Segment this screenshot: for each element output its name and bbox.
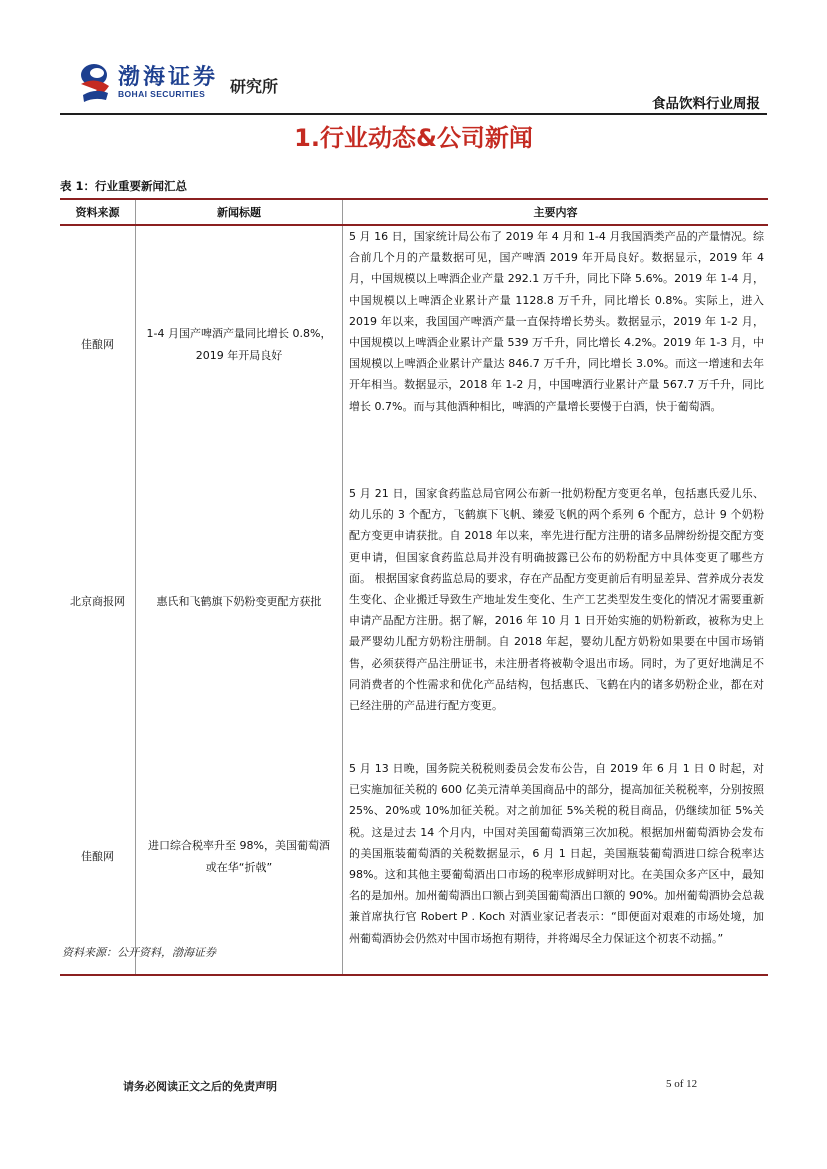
source-note: 资料来源：公开资料，渤海证券 bbox=[62, 946, 216, 959]
bohai-logo-icon bbox=[78, 62, 112, 104]
row-content: 5 月 13 日晚，国务院关税税则委员会发布公告，自 2019 年 6 月 1 日 0 时起，对已实施加征关税的 600 亿美元清单美国商品中的部分，提高加征关税税率，分别按照 25%、20%或 10%加征关税。对之前加征 5%关税的税目商品，仍继续加征 5%关税。这是过去 14 个月内，中国对美国葡萄酒第三次加税。根据加州葡萄酒协会发布的美国瓶装葡萄酒的关税数据显示，6 月 1 日起，美国瓶装葡萄酒进口综合税率达 98%。这和其他主要葡萄酒出口市场的税率形成鲜明对比。在美国众多产区中，最知名的是加州。加州葡萄酒出口额占到美国葡萄酒出口额的 90%。加州葡萄酒协会总裁兼首席执行官 Robert P . Koch 对酒业家记者表示：“即便面对艰难的市场处境，加州葡萄酒协会仍然对中国市场抱有期待，并将竭尽全力保证这个初衷不动摇。” bbox=[349, 762, 764, 945]
table-row bbox=[60, 739, 768, 975]
row-title: 惠氏和飞鹤旗下奶粉变更配方获批 bbox=[136, 464, 343, 739]
table-header-row bbox=[60, 199, 768, 225]
row-content: 5 月 16 日，国家统计局公布了 2019 年 4 月和 1-4 月我国酒类产品的产量情况。综合前几个月的产量数据可见，国产啤酒 2019 年开局良好。数据显示，2019 年 4 月，中国规模以上啤酒企业产量 292.1 万千升，同比下降 5.6%。2019 年 1-4 月，中国规模以上啤酒企业累计产量 1128.8 万千升，同比增长 0.8%。实际上，进入 2019 年以来，我国国产啤酒产量一直保持增长势头。数据显示，2019 年 1-2 月，中国规模以上啤酒企业累计产量 539 万千升，同比增长 4.2%。2019 年 1-3 月，中国规模以上啤酒企业累计产量达 846.7 万千升，同比增长 3.0%。而这一增速和去年开年相当。数据显示，2018 年 1-2 月，中国啤酒行业累计产量 567.7 万千升，同比增长 0.7%。而与其他酒种相比，啤酒的产量增长要慢于白酒，快于葡萄酒。 bbox=[349, 230, 764, 413]
footer-disclaimer: 请务必阅读正文之后的免责声明 bbox=[123, 1080, 277, 1093]
header-rule bbox=[60, 113, 767, 115]
row-content: 5 月 21 日，国家食药监总局官网公布新一批奶粉配方变更名单，包括惠氏爱儿乐、幼儿乐的 3 个配方，飞鹤旗下飞帆、臻爱飞帆的两个系列 6 个配方，总计 9 个奶粉配方变更申请获批。自 2018 年以来，率先进行配方注册的诸多品牌纷纷提交配方变更申请，但国家食药监总局并没有明确披露已公布的奶粉配方中具体变更了哪些方面。 根据国家食药监总局的要求，存在产品配方变更前后有明显差异、营养成分表发生变化、企业搬迁导致生产地址发生变化、生产工艺类型发生变化的情况才需要重新申请产品配方注册。据了解，2016 年 10 月 1 日开始实施的奶粉新政，被称为史上最严婴幼儿配方奶粉注册制。自 2018 年起，婴幼儿配方奶粉如果要在中国市场销售，必须获得产品注册证书，未注册者将被勒令退出市场。同时，为了更好地满足不同消费者的个性需求和优化产品结构，包括惠氏、飞鹤在内的诸多奶粉企业，都在对已经注册的产品进行配方变更。 bbox=[349, 487, 764, 713]
header-source: 资料来源 bbox=[60, 199, 136, 225]
table-caption: 表 1：行业重要新闻汇总 bbox=[60, 179, 188, 193]
header-title: 新闻标题 bbox=[136, 199, 343, 225]
institute-label: 研究所 bbox=[230, 77, 279, 96]
section-title: 1.行业动态&公司新闻 bbox=[294, 124, 533, 152]
row-source: 佳酿网 bbox=[60, 225, 136, 464]
row-title: 进口综合税率升至 98%，美国葡萄酒或在华“折戟” bbox=[136, 739, 343, 975]
row-content-cell bbox=[343, 225, 769, 464]
row-content-cell bbox=[343, 739, 769, 975]
row-title: 1-4 月国产啤酒产量同比增长 0.8%，2019 年开局良好 bbox=[136, 225, 343, 464]
table-row bbox=[60, 464, 768, 739]
logo-cn-text: 渤海证券 bbox=[118, 64, 219, 90]
header-content: 主要内容 bbox=[343, 199, 769, 225]
row-source: 北京商报网 bbox=[60, 464, 136, 739]
report-type: 食品饮料行业周报 bbox=[652, 96, 760, 112]
row-source: 佳酿网 bbox=[60, 739, 136, 975]
news-table bbox=[60, 198, 768, 976]
table-row bbox=[60, 225, 768, 464]
page-number: 5 of 12 bbox=[666, 1078, 698, 1090]
bohai-logo bbox=[78, 62, 293, 104]
logo-en-text: BOHAI SECURITIES bbox=[118, 89, 206, 99]
row-content-cell bbox=[343, 464, 769, 739]
